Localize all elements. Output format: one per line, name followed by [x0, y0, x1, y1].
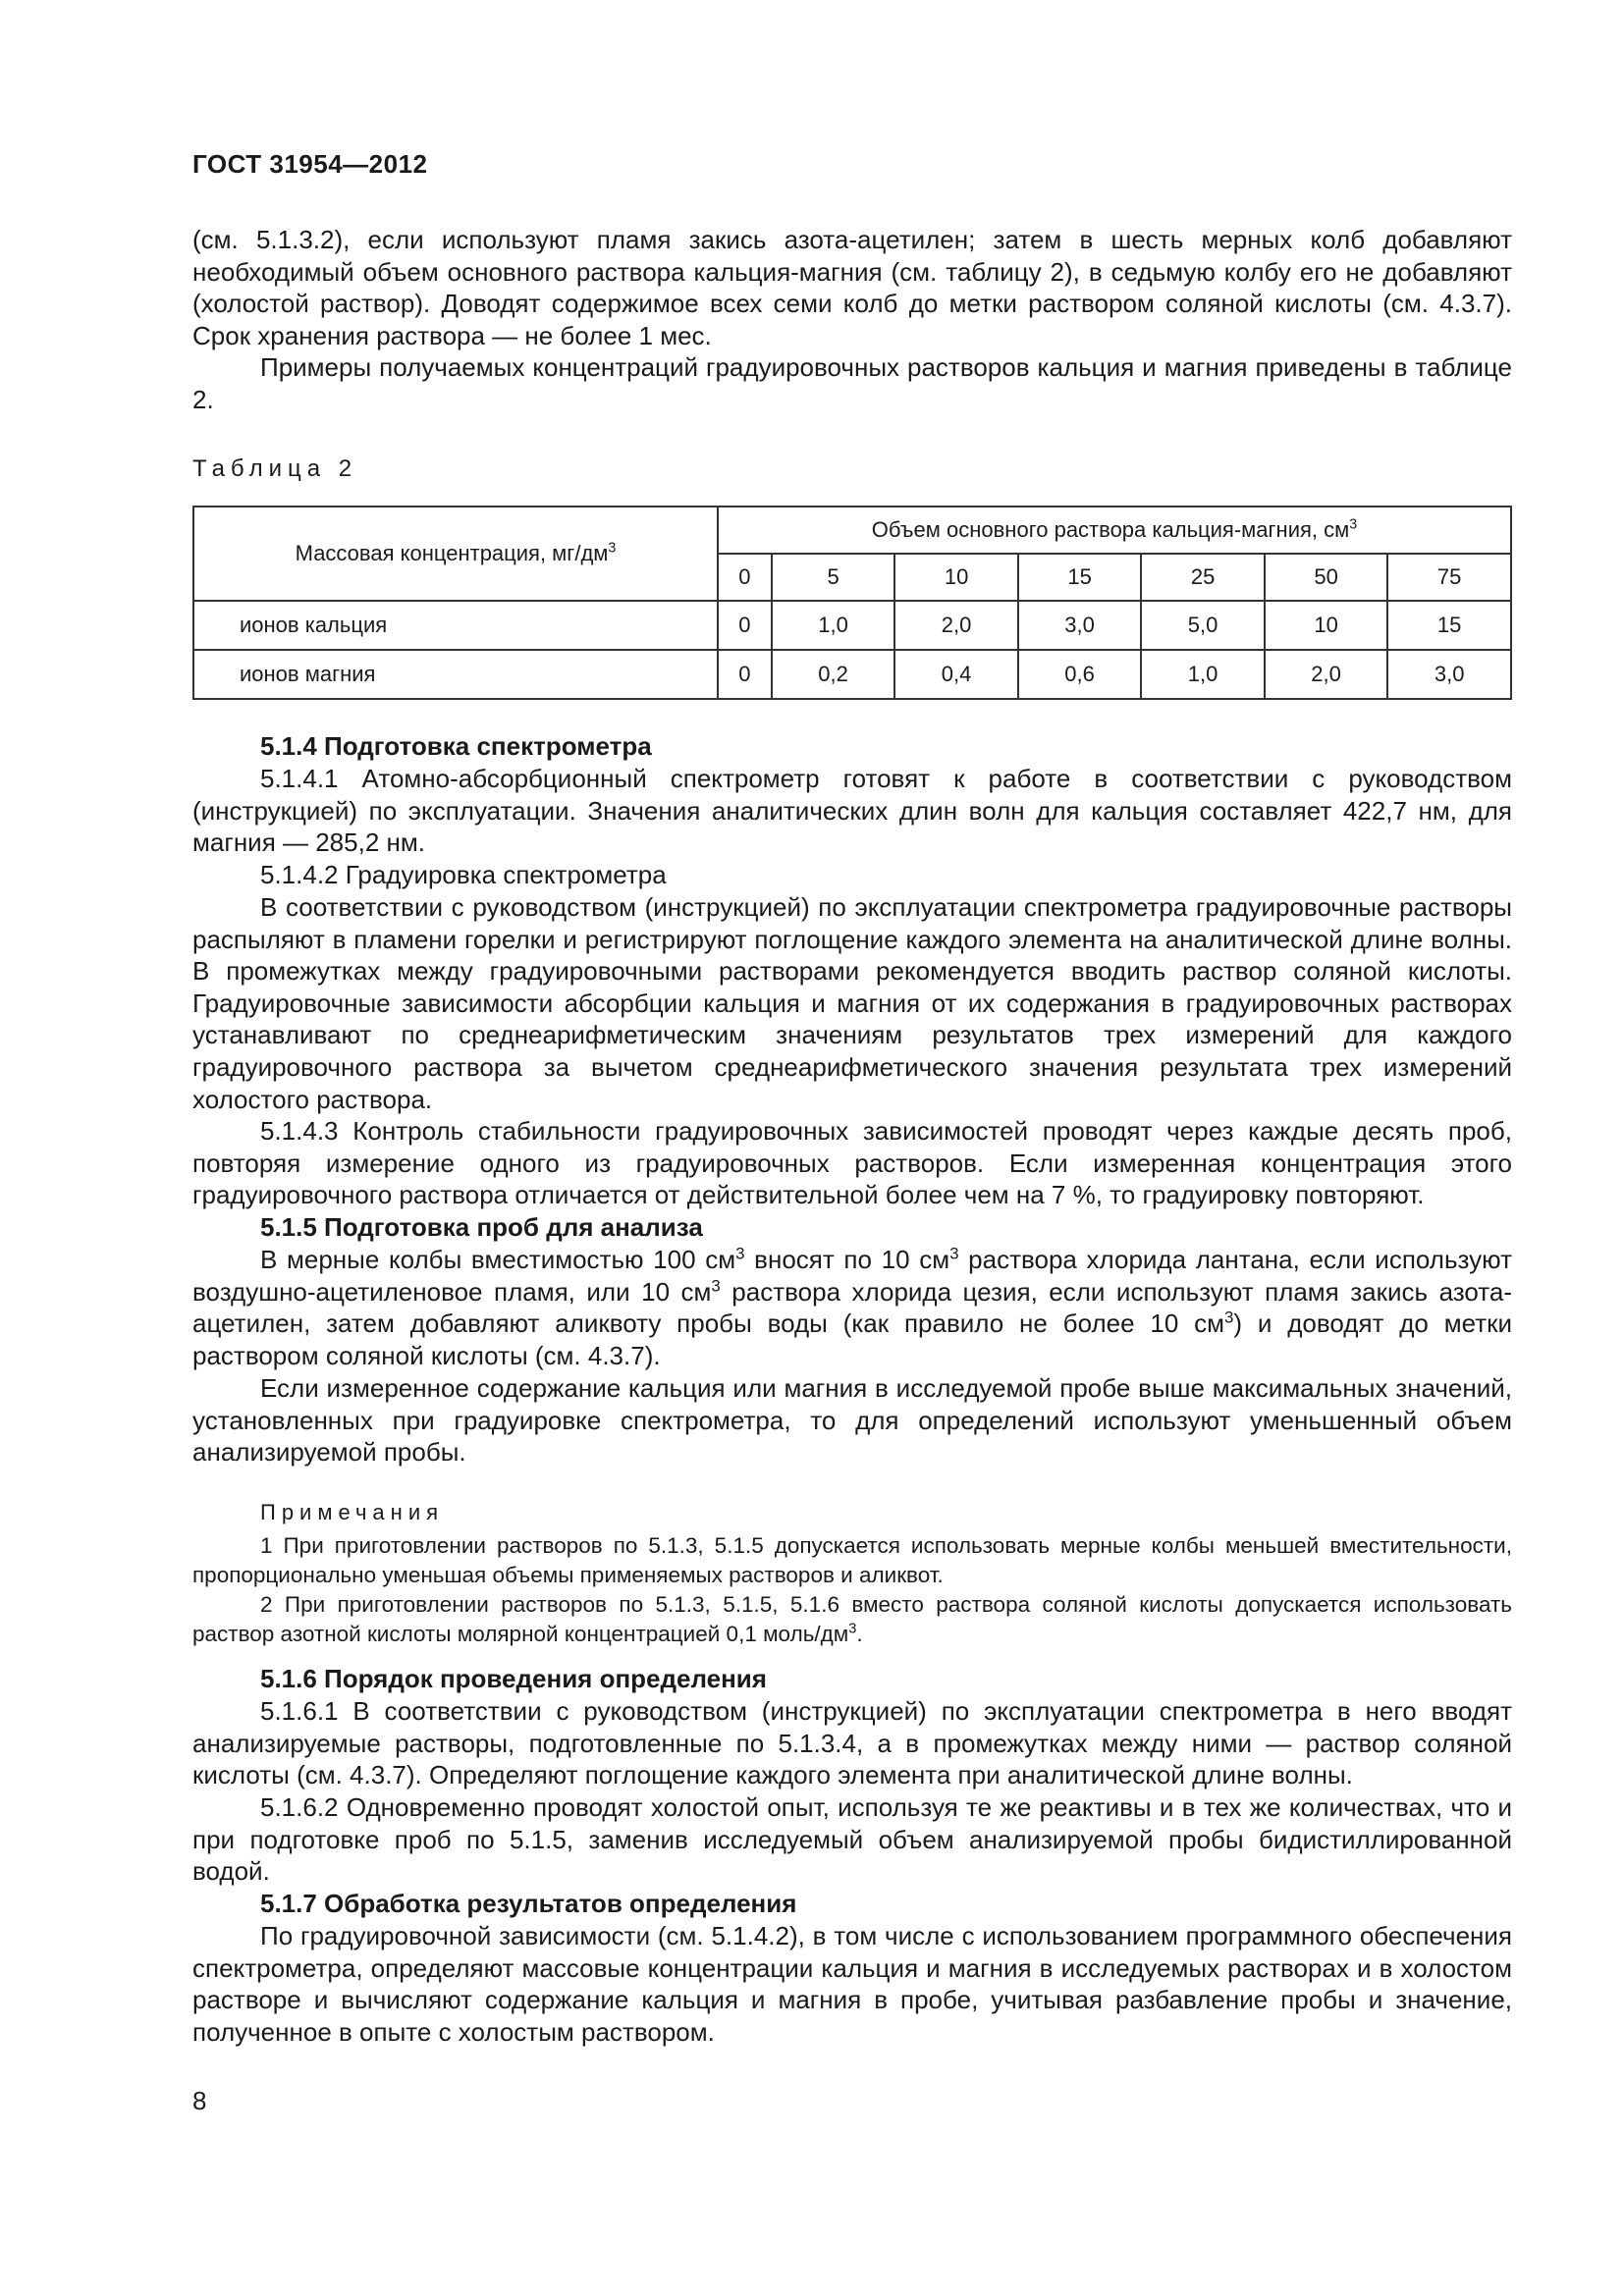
table-column-header: 0 [718, 554, 772, 601]
note-1: 1 При приготовлении растворов по 5.1.3, 5.1.5 допускается использовать мерные колбы меньшей вместительности, пропорционально уменьшая объемы применяемых растворов и аликвот. [192, 1533, 1512, 1587]
s514-paragraph-3: В соответствии с руководством (инструкцией) по эксплуатации спектрометра градуировочные растворы распыляют в пламени горелки и регистрируют поглощение каждого элемента на аналитической длине волны. В промежутках между градуировочными растворами рекомендуется вводить раствор соляной кислоты. Градуировочные зависимости абсорбции кальция и магния от их содержания в градуировочных растворах устанавливают по среднеарифметическим значениям результатов трех измерений для каждого градуировочного раствора за вычетом среднеарифметического значения результата трех измерений холостого раствора. [192, 892, 1512, 1114]
s516-paragraph-1: 5.1.6.1 В соответствии с руководством (инструкцией) по эксплуатации спектрометра в него вводят анализируемые растворы, подготовленные по 5.1.3.4, а в промежутках между ними — раствор соляной кислоты (см. 4.3.7). Определяют поглощение каждого элемента при аналитической длине волны. [192, 1696, 1512, 1790]
table-cell: 3,0 [1387, 650, 1511, 699]
table-cell: 1,0 [772, 601, 895, 650]
table-cell: 15 [1387, 601, 1511, 650]
s515-paragraph-2: Если измеренное содержание кальция или магния в исследуемой пробе выше максимальных значений, установленных при градуировке спектрометра, то для определений используют уменьшенный объем анализируемой пробы. [192, 1373, 1512, 1468]
table-cell: 5,0 [1141, 601, 1265, 650]
s514-paragraph-2: 5.1.4.2 Градуировка спектрометра [260, 860, 667, 889]
table-cell: 0 [718, 601, 772, 650]
intro-paragraph-1: (см. 5.1.3.2), если используют пламя закись азота-ацетилен; затем в шесть мерных колб добавляют необходимый объем основного раствора кальция-магния (см. таблицу 2), в седьмую колбу его не добавляют (холостой раствор). Доводят содержимое всех семи колб до метки раствором соляной кислоты (см. 4.3.7). Срок хранения раствора — не более 1 мес. [192, 225, 1512, 350]
table-row [193, 601, 1511, 650]
table-column-group-header: Объем основного раствора кальция-магния, $см^3$ [718, 507, 1511, 554]
note-2: 2 При приготовлении растворов по 5.1.3, 5.1.5, 5.1.6 вместо раствора соляной кислоты допускается использовать раствор азотной кислоты молярной концентрацией 0,1 моль/$дм^3$. [192, 1592, 1512, 1646]
table-cell: 0,6 [1018, 650, 1142, 699]
table-column-header: 15 [1018, 554, 1142, 601]
table-column-header: 5 [772, 554, 895, 601]
s516-paragraph-2: 5.1.6.2 Одновременно проводят холостой опыт, используя те же реактивы и в тех же количествах, что и при подготовке проб по 5.1.5, заменив исследуемый объем анализируемой пробы бидистиллированной водой. [192, 1792, 1512, 1887]
table-row-label: ионов кальция [193, 601, 718, 650]
table-column-header: 25 [1141, 554, 1265, 601]
notes-heading: Примечания [260, 1500, 445, 1524]
section-5-1-5-title: 5.1.5 Подготовка проб для анализа [260, 1212, 703, 1242]
table-column-header: 50 [1265, 554, 1388, 601]
section-5-1-4-title: 5.1.4 Подготовка спектрометра [260, 731, 652, 761]
document-header: ГОСТ 31954—2012 [192, 149, 428, 179]
s514-paragraph-1: 5.1.4.1 Атомно-абсорбционный спектрометр готовят к работе в соответствии с руководством (инструкцией) по эксплуатации. Значения аналитических длин волн для кальция составляет 422,7 нм, для магния — 285,2 нм. [192, 764, 1512, 858]
table-cell: 2,0 [1265, 650, 1388, 699]
table-cell: 0,4 [894, 650, 1018, 699]
section-5-1-7-title: 5.1.7 Обработка результатов определения [260, 1889, 797, 1918]
intro-paragraph-2: Примеры получаемых концентраций градуировочных растворов кальция и магния приведены в таблице 2. [192, 352, 1512, 414]
table-caption: Таблица 2 [192, 455, 358, 482]
page-number: 8 [192, 2086, 207, 2115]
table-cell: 1,0 [1141, 650, 1265, 699]
table-cell: 10 [1265, 601, 1388, 650]
s517-paragraph-1: По градуировочной зависимости (см. 5.1.4.2), в том числе с использованием программного обеспечения спектрометра, определяют массовые концентрации кальция и магния в исследуемых растворах и в холостом растворе и вычисляют содержание кальция и магния в пробе, учитывая разбавление пробы и значение, полученное в опыте с холостым раствором. [192, 1921, 1512, 2047]
table-cell: 0,2 [772, 650, 895, 699]
table-cell: 0 [718, 650, 772, 699]
table-row [193, 650, 1511, 699]
table-cell: 3,0 [1018, 601, 1142, 650]
table-cell: 2,0 [894, 601, 1018, 650]
notes-block [192, 1497, 1512, 1529]
table-row-header: Массовая концентрация, $мг/дм^3$ [193, 507, 718, 601]
table-column-header: 75 [1387, 554, 1511, 601]
section-5-1-6-title: 5.1.6 Порядок проведения определения [260, 1664, 767, 1693]
table-2 [192, 506, 1512, 700]
s515-paragraph-1: В мерные колбы вместимостью 100 $см^3$ вносят по 10 $см^3$ раствора хлорида лантана, если используют воздушно-ацетиленовое пламя, или 10 $см^3$ раствора хлорида цезия, если используют пламя закись азота-ацетилен, затем добавляют аликвоту пробы воды (как правило не более 10 $см^3$) и доводят до метки раствором соляной кислоты (см. 4.3.7). [192, 1244, 1512, 1370]
s514-paragraph-4: 5.1.4.3 Контроль стабильности градуировочных зависимостей проводят через каждые десять проб, повторяя измерение одного из градуировочных растворов. Если измеренная концентрация этого градуировочного раствора отличается от действительной более чем на 7 %, то градуировку повторяют. [192, 1116, 1512, 1210]
table-row-label: ионов магния [193, 650, 718, 699]
table-column-header: 10 [894, 554, 1018, 601]
